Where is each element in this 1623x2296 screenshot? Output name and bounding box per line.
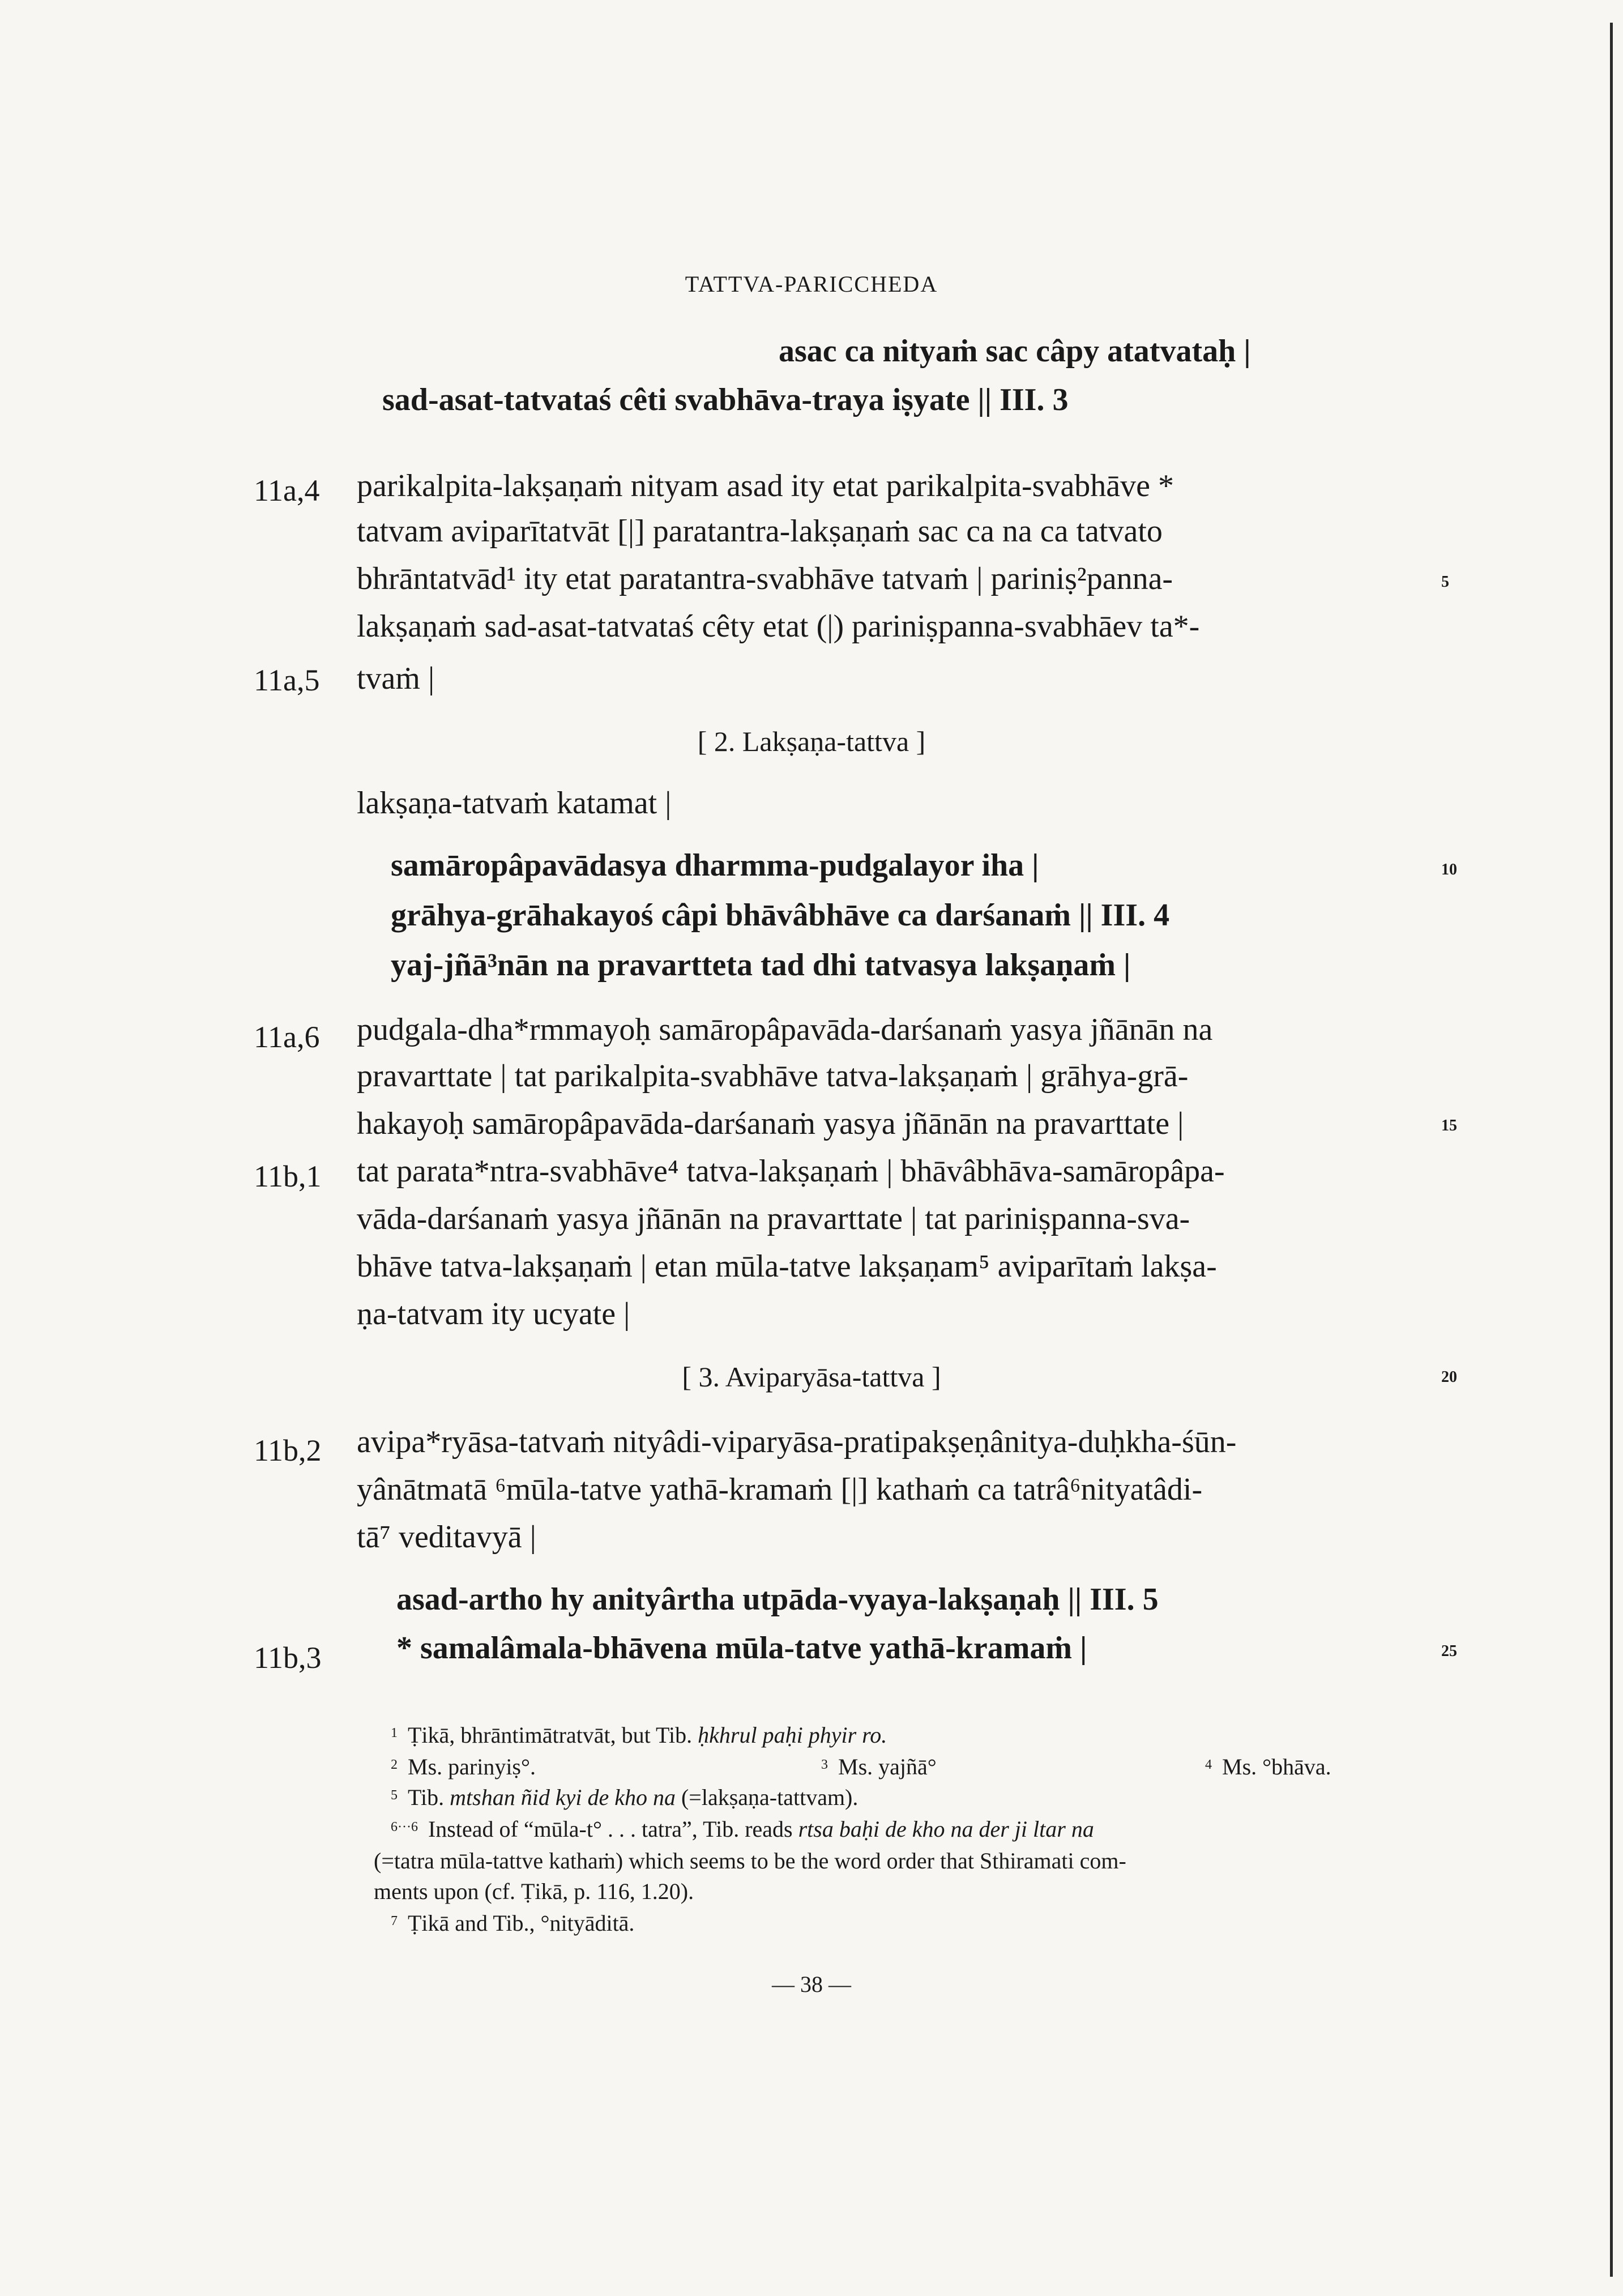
line-number: 5	[1441, 573, 1449, 591]
footnote-tibetan: rtsa baḥi de kho na der ji ltar na	[798, 1816, 1094, 1842]
footnote-marker: 1	[391, 1726, 398, 1740]
footnote-tibetan: ḥkhrul paḥi phyir ro.	[698, 1722, 887, 1748]
line-number: 20	[1441, 1368, 1457, 1386]
line-number: 15	[1441, 1117, 1457, 1134]
para1-line5: tvaṁ |	[357, 661, 435, 696]
footnote-3	[821, 1753, 937, 1780]
verse2-line1: samāropâpavādasya dharmma-pudgalayor iha |	[391, 848, 1039, 883]
footnote-marker: 2	[391, 1757, 398, 1772]
footnote-text: Ms. parinyiṣ°.	[408, 1754, 536, 1779]
margin-ref: 11a,5	[254, 663, 320, 697]
para2-line5: vāda-darśanaṁ yasya jñānān na pravarttate | tat pariniṣpanna-sva-	[357, 1201, 1190, 1236]
para3-line3: tā⁷ veditavyā |	[357, 1520, 536, 1555]
line-number: 25	[1441, 1642, 1457, 1660]
para2-line2: pravarttate | tat parikalpita-svabhāve tatva-lakṣaṇaṁ | grāhya-grā-	[357, 1059, 1189, 1094]
margin-ref: 11b,2	[254, 1433, 322, 1467]
footnote-text: Tib.	[408, 1785, 450, 1810]
margin-ref: 11b,3	[254, 1641, 322, 1675]
para2-line7: ṇa-tatvam ity ucyate |	[357, 1296, 630, 1331]
verse2-line3: yaj-jñā³nān na pravartteta tad dhi tatvasya lakṣaṇaṁ |	[391, 948, 1131, 983]
margin-ref: 11a,4	[254, 473, 320, 507]
footnote-text: Ms. °bhāva.	[1222, 1754, 1331, 1779]
footnote-7	[391, 1910, 634, 1936]
para2-line4: tat parata*ntra-svabhāve⁴ tatva-lakṣaṇaṁ | bhāvâbhāva-samāropâpa-	[357, 1154, 1225, 1189]
para1-line1: parikalpita-lakṣaṇaṁ nityam asad ity etat parikalpita-svabhāve *	[357, 468, 1174, 503]
verse1-line1: asac ca nityaṁ sac câpy atatvataḥ |	[779, 334, 1251, 369]
margin-ref: 11a,6	[254, 1020, 320, 1054]
footnote-marker: 7	[391, 1914, 398, 1928]
footnote-4	[1205, 1753, 1331, 1780]
section-heading: [ 3. Aviparyāsa-tattva ]	[682, 1361, 941, 1393]
page-number: — 38 —	[772, 1971, 851, 1997]
verse1-line2: sad-asat-tatvataś cêti svabhāva-traya iṣyate || III. 3	[382, 382, 1069, 417]
para2-line1: pudgala-dha*rmmayoḥ samāropâpavāda-darśanaṁ yasya jñānān na	[357, 1012, 1213, 1047]
footnote-marker: 6···6	[391, 1820, 418, 1834]
para3-line2: yânātmatā ⁶mūla-tatve yathā-kramaṁ [|] kathaṁ ca tatrâ⁶nityatâdi-	[357, 1472, 1203, 1507]
question-line: lakṣaṇa-tatvaṁ katamat |	[357, 786, 672, 821]
footnote-text: Ms. yajñā°	[838, 1754, 937, 1779]
footnote-6-cont: (=tatra mūla-tattve kathaṁ) which seems to be the word order that Sthiramati com-	[374, 1848, 1126, 1873]
para1-line2: tatvam aviparītatvāt [|] paratantra-lakṣaṇaṁ sac ca na ca tatvato	[357, 514, 1163, 549]
footnote-1	[391, 1722, 887, 1748]
para1-line3: bhrāntatvād¹ ity etat paratantra-svabhāve tatvaṁ | pariniṣ²panna-	[357, 561, 1173, 596]
footnote-marker: 4	[1205, 1757, 1212, 1772]
running-head: TATTVA-PARICCHEDA	[685, 271, 938, 297]
para2-line6: bhāve tatva-lakṣaṇaṁ | etan mūla-tatve lakṣaṇam⁵ aviparītaṁ lakṣa-	[357, 1249, 1217, 1284]
footnote-5	[391, 1784, 858, 1811]
para2-line3: hakayoḥ samāropâpavāda-darśanaṁ yasya jñānān na pravarttate |	[357, 1106, 1184, 1141]
verse2-line2: grāhya-grāhakayoś câpi bhāvâbhāve ca darśanaṁ || III. 4	[391, 898, 1170, 933]
footnote-6	[391, 1816, 1094, 1842]
verse3-line1: asad-artho hy anityârtha utpāda-vyaya-lakṣaṇaḥ || III. 5	[396, 1582, 1159, 1617]
section-heading: [ 2. Lakṣaṇa-tattva ]	[697, 725, 926, 757]
para1-line4: lakṣaṇaṁ sad-asat-tatvataś cêty etat (|) pariniṣpanna-svabhāev ta*-	[357, 609, 1200, 644]
footnote-text: Ṭikā, bhrāntimātratvāt, but Tib.	[408, 1722, 698, 1748]
footnote-text: Ṭikā and Tib., °nityāditā.	[408, 1910, 635, 1936]
margin-ref: 11b,1	[254, 1159, 322, 1193]
page-edge	[1610, 23, 1613, 2277]
para3-line1: avipa*ryāsa-tatvaṁ nityâdi-viparyāsa-pratipakṣeṇânitya-duḥkha-śūn-	[357, 1424, 1237, 1459]
footnote-marker: 5	[391, 1788, 398, 1803]
footnote-tibetan: mtshan ñid kyi de kho na	[450, 1785, 676, 1810]
footnote-marker: 3	[821, 1757, 828, 1772]
line-number: 10	[1441, 861, 1457, 878]
footnote-6-cont: ments upon (cf. Ṭikā, p. 116, 1.20).	[374, 1879, 694, 1904]
footnote-text: Instead of “mūla-t° . . . tatra”, Tib. reads	[428, 1816, 798, 1842]
footnote-2	[391, 1753, 536, 1780]
footnote-text: (=lakṣaṇa-tattvam).	[675, 1785, 859, 1810]
verse3-line2: * samalâmala-bhāvena mūla-tatve yathā-kramaṁ |	[396, 1631, 1087, 1666]
